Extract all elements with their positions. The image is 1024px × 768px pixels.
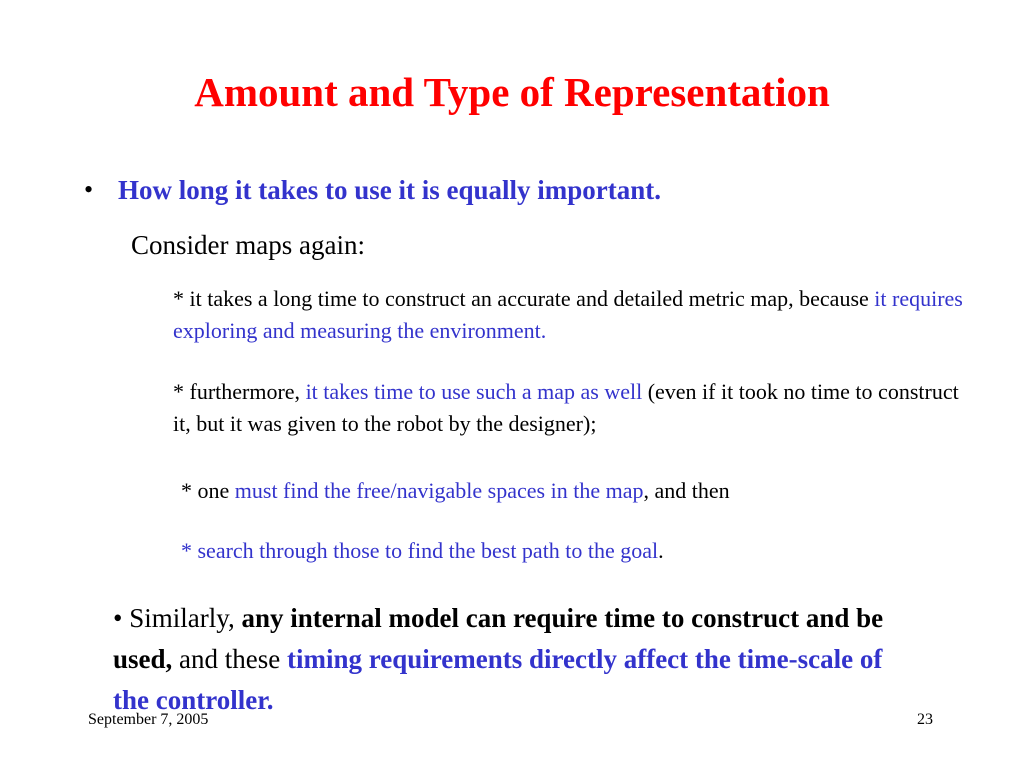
similarly-intro: • Similarly, xyxy=(113,603,242,633)
page-number: 23 xyxy=(917,711,933,728)
similarly-highlight: timing requirements directly affect the time-scale of the controller. xyxy=(113,644,883,715)
sub-point-3-tail: , and then xyxy=(643,478,730,503)
sub-point-4-tail: . xyxy=(658,538,664,563)
sub-point-3-text: * one xyxy=(181,478,235,503)
main-bullet-text: How long it takes to use it is equally important. xyxy=(118,175,662,205)
sub-point-4 xyxy=(181,535,981,567)
sub-point-2-text: * furthermore, xyxy=(173,379,306,404)
similarly-mid: and these xyxy=(172,644,287,674)
sub-point-2-tail: (even if it took no time to construct it, but it was given to the robot by the designer); xyxy=(173,379,959,436)
sub-point-4-highlight: * search through those to find the best path to the goal xyxy=(181,538,659,563)
sub-point-3-highlight: must find the free/navigable spaces in the map xyxy=(234,478,644,503)
sub-point-1-highlight: it requires exploring and measuring the environment. xyxy=(173,286,963,343)
sub-point-2-highlight: it takes time to use such a map as well xyxy=(305,379,643,404)
footer-date: September 7, 2005 xyxy=(88,711,209,728)
sub-point-2 xyxy=(173,376,973,440)
slide-title: Amount and Type of Representation xyxy=(194,69,830,115)
consider-heading: Consider maps again: xyxy=(131,230,365,260)
bullet-marker: • xyxy=(84,175,94,204)
sub-point-1-text: * it takes a long time to construct an accurate and detailed metric map, because xyxy=(173,286,875,311)
sub-point-1 xyxy=(173,283,973,347)
similarly-bold: any internal model can require time to construct and be used, xyxy=(113,603,884,674)
similarly-paragraph xyxy=(113,598,913,721)
sub-point-3 xyxy=(181,475,981,507)
